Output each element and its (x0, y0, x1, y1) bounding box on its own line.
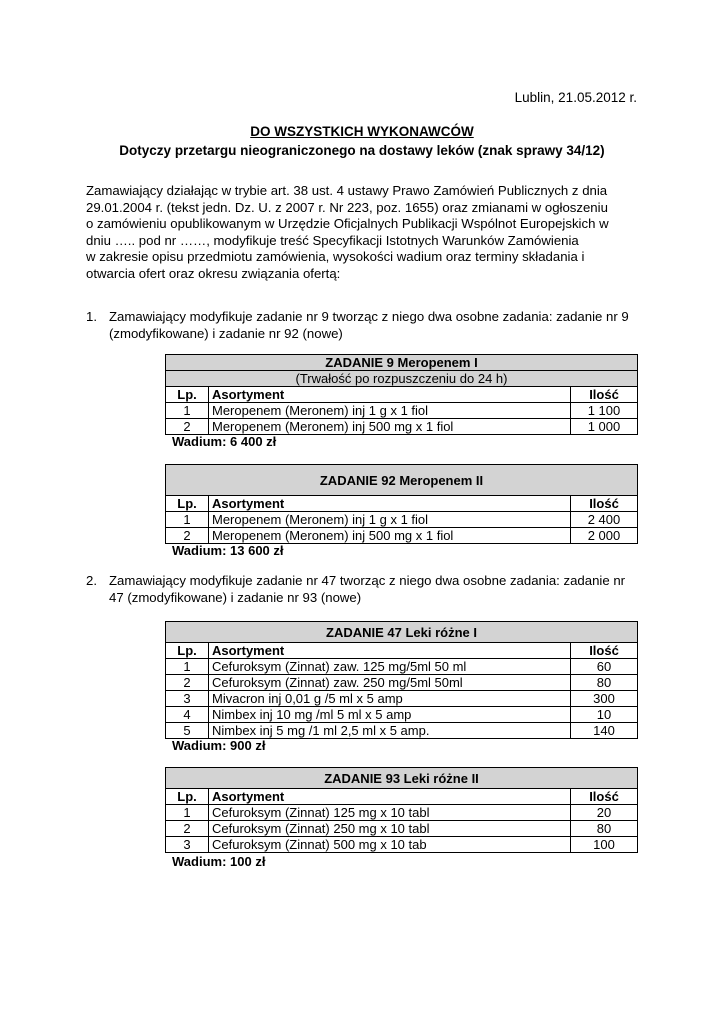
table-header-row (166, 643, 638, 659)
wadium-label: Wadium: 900 zł (172, 738, 266, 753)
cell-ilosc: 60 (571, 659, 638, 675)
table-row (166, 723, 638, 739)
cell-lp: 5 (166, 723, 209, 739)
cell-ilosc: 2 000 (571, 528, 638, 544)
column-header-asortyment: Asortyment (209, 789, 571, 805)
cell-asortyment: Meropenem (Meronem) inj 500 mg x 1 fiol (209, 528, 571, 544)
point-line: Zamawiający modyfikuje zadanie nr 47 tworząc z niego dwa osobne zadania: zadanie nr (109, 573, 626, 588)
cell-asortyment: Mivacron inj 0,01 g /5 ml x 5 amp (209, 691, 571, 707)
cell-ilosc: 80 (571, 821, 638, 837)
table-row (166, 512, 638, 528)
cell-lp: 3 (166, 837, 209, 853)
column-header-lp: Lp. (166, 496, 209, 512)
cell-lp: 2 (166, 821, 209, 837)
cell-ilosc: 300 (571, 691, 638, 707)
table-title: ZADANIE 47 Leki różne I (166, 622, 638, 643)
list-item-point-1 (86, 309, 638, 342)
cell-lp: 2 (166, 528, 209, 544)
cell-ilosc: 1 100 (571, 403, 638, 419)
cell-ilosc: 80 (571, 675, 638, 691)
table-row (166, 419, 638, 435)
table-row (166, 691, 638, 707)
cell-asortyment: Cefuroksym (Zinnat) zaw. 125 mg/5ml 50 ml (209, 659, 571, 675)
cell-lp: 4 (166, 707, 209, 723)
cell-asortyment: Cefuroksym (Zinnat) 500 mg x 10 tab (209, 837, 571, 853)
table-row (166, 675, 638, 691)
cell-asortyment: Cefuroksym (Zinnat) zaw. 250 mg/5ml 50ml (209, 675, 571, 691)
column-header-ilosc: Ilość (571, 496, 638, 512)
cell-lp: 1 (166, 805, 209, 821)
wadium-label: Wadium: 13 600 zł (172, 543, 284, 558)
point-number: 2. (86, 573, 97, 588)
table-zadanie-9 (165, 354, 638, 435)
point-line: (zmodyfikowane) i zadanie nr 92 (nowe) (109, 325, 343, 341)
table-row (166, 821, 638, 837)
cell-asortyment: Nimbex inj 5 mg /1 ml 2,5 ml x 5 amp. (209, 723, 571, 739)
cell-lp: 1 (166, 512, 209, 528)
list-item-point-2 (86, 573, 638, 606)
point-number: 1. (86, 309, 97, 324)
cell-asortyment: Meropenem (Meronem) inj 500 mg x 1 fiol (209, 419, 571, 435)
table-row (166, 837, 638, 853)
column-header-ilosc: Ilość (571, 387, 638, 403)
cell-lp: 2 (166, 419, 209, 435)
cell-ilosc: 10 (571, 707, 638, 723)
intro-line: dniu ….. pod nr ……, modyfikuje treść Specyfikacji Istotnych Warunków Zamówienia (86, 232, 579, 248)
cell-lp: 2 (166, 675, 209, 691)
document-title: DO WSZYSTKICH WYKONAWCÓW (250, 124, 474, 139)
cell-asortyment: Meropenem (Meronem) inj 1 g x 1 fiol (209, 403, 571, 419)
intro-line: Zamawiający działając w trybie art. 38 ust. 4 ustawy Prawo Zamówień Publicznych z dnia (86, 183, 608, 198)
intro-line: otwarcia ofert oraz okresu związania ofertą: (86, 265, 341, 281)
document-subtitle: Dotyczy przetargu nieograniczonego na dostawy leków (znak sprawy 34/12) (119, 143, 605, 158)
table-row (166, 805, 638, 821)
point-line: 47 (zmodyfikowane) i zadanie nr 93 (nowe) (109, 589, 362, 605)
table-row (166, 659, 638, 675)
column-header-lp: Lp. (166, 789, 209, 805)
cell-lp: 3 (166, 691, 209, 707)
column-header-lp: Lp. (166, 643, 209, 659)
column-header-asortyment: Asortyment (209, 496, 571, 512)
table-header-row (166, 496, 638, 512)
table-subtitle: (Trwałość po rozpuszczeniu do 24 h) (166, 371, 638, 387)
column-header-lp: Lp. (166, 387, 209, 403)
cell-ilosc: 20 (571, 805, 638, 821)
table-title: ZADANIE 92 Meropenem II (166, 465, 638, 496)
cell-ilosc: 2 400 (571, 512, 638, 528)
wadium-label: Wadium: 100 zł (172, 854, 266, 869)
column-header-asortyment: Asortyment (209, 643, 571, 659)
table-row (166, 707, 638, 723)
document-date: Lublin, 21.05.2012 r. (514, 90, 637, 105)
column-header-ilosc: Ilość (571, 643, 638, 659)
table-header-row (166, 789, 638, 805)
intro-line: 29.01.2004 r. (tekst jedn. Dz. U. z 2007 r. Nr 223, poz. 1655) oraz zmianami w ogłoszeniu (86, 199, 608, 215)
cell-ilosc: 100 (571, 837, 638, 853)
cell-asortyment: Cefuroksym (Zinnat) 250 mg x 10 tabl (209, 821, 571, 837)
cell-ilosc: 1 000 (571, 419, 638, 435)
column-header-ilosc: Ilość (571, 789, 638, 805)
table-row (166, 528, 638, 544)
table-title: ZADANIE 9 Meropenem I (166, 355, 638, 371)
table-zadanie-93 (165, 767, 638, 853)
cell-asortyment: Cefuroksym (Zinnat) 125 mg x 10 tabl (209, 805, 571, 821)
cell-asortyment: Nimbex inj 10 mg /ml 5 ml x 5 amp (209, 707, 571, 723)
cell-asortyment: Meropenem (Meronem) inj 1 g x 1 fiol (209, 512, 571, 528)
intro-line: w zakresie opisu przedmiotu zamówienia, wysokości wadium oraz terminy składania i (86, 249, 585, 265)
column-header-asortyment: Asortyment (209, 387, 571, 403)
table-zadanie-92 (165, 464, 638, 544)
cell-lp: 1 (166, 659, 209, 675)
cell-ilosc: 140 (571, 723, 638, 739)
wadium-label: Wadium: 6 400 zł (172, 434, 277, 449)
point-line: Zamawiający modyfikuje zadanie nr 9 tworząc z niego dwa osobne zadania: zadanie nr 9 (109, 309, 629, 324)
table-row (166, 403, 638, 419)
table-header-row (166, 387, 638, 403)
table-zadanie-47 (165, 621, 638, 739)
cell-lp: 1 (166, 403, 209, 419)
intro-line: o zamówieniu opublikowanym w Urzędzie Oficjalnych Publikacji Wspólnot Europejskich w (86, 216, 609, 232)
intro-paragraph (86, 183, 638, 283)
table-title: ZADANIE 93 Leki różne II (166, 768, 638, 789)
